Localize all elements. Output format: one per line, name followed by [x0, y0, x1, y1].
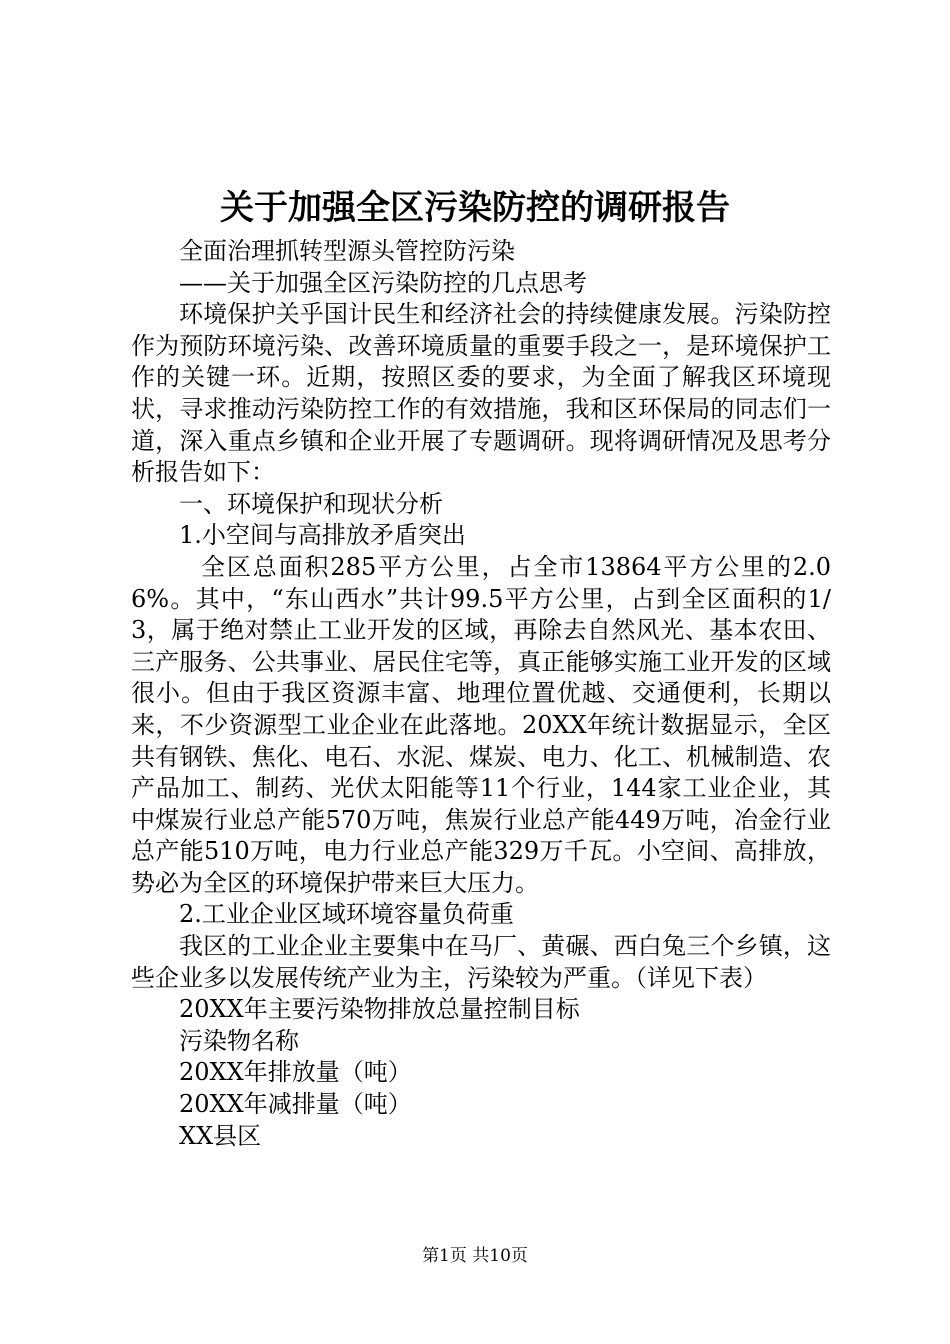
table-header-pollutant: 污染物名称: [179, 1026, 299, 1055]
intro-paragraph: 环境保护关乎国计民生和经济社会的持续健康发展。污染防控作为预防环境污染、改善环境质量的重要手段之一，是环境保护工作的关键一环。近期，按照区委的要求，为全面了解我区环境现状，寻求推动污染防控工作的有效措施，我和区环保局的同志们一道，深入重点乡镇和企业开展了专题调研。现将调研情况及思考分析报告如下：: [131, 300, 831, 487]
table-header-reduction: 20XX年减排量（吨）: [179, 1090, 412, 1119]
body-paragraph-2: 我区的工业企业主要集中在马厂、黄碾、西白兔三个乡镇，这些企业多以发展传统产业为主，污染较为严重。（详见下表）: [131, 932, 831, 992]
section-heading: 一、环境保护和现状分析: [179, 489, 443, 518]
subsection-heading-1: 1.小空间与高排放矛盾突出: [179, 521, 466, 550]
subsection-heading-2: 2.工业企业区域环境容量负荷重: [179, 900, 514, 929]
body-paragraph-1: 全区总面积285平方公里，占全市13864平方公里的2.06%。其中，“东山西水”共计99.5平方公里，占到全区面积的1/3，属于绝对禁止工业开发的区域，再除去自然风光、基本农田、三产服务、公共事业、居民住宅等，真正能够实施工业开发的区域很小。但由于我区资源丰富、地理位置优越、交通便利，长期以来，不少资源型工业企业在此落地。20XX年统计数据显示，全区共有钢铁、焦化、电石、水泥、煤炭、电力、化工、机械制造、农产品加工、制药、光伏太阳能等11个行业，144家工业企业，其中煤炭行业总产能570万吨，焦炭行业总产能449万吨，冶金行业总产能510万吨，电力行业总产能329万千瓦。小空间、高排放，势必为全区的环境保护带来巨大压力。: [131, 552, 831, 897]
subtitle-dash: ——关于加强全区污染防控的几点思考: [179, 268, 587, 297]
page-footer: 第1页 共10页: [422, 1246, 528, 1266]
table-row-label: XX县区: [179, 1121, 262, 1150]
table-caption: 20XX年主要污染物排放总量控制目标: [179, 995, 580, 1024]
subtitle: 全面治理抓转型源头管控防污染: [179, 237, 515, 265]
document-title: 关于加强全区污染防控的调研报告: [220, 188, 730, 228]
table-header-emission: 20XX年排放量（吨）: [179, 1058, 412, 1087]
document-body: [131, 236, 831, 1152]
